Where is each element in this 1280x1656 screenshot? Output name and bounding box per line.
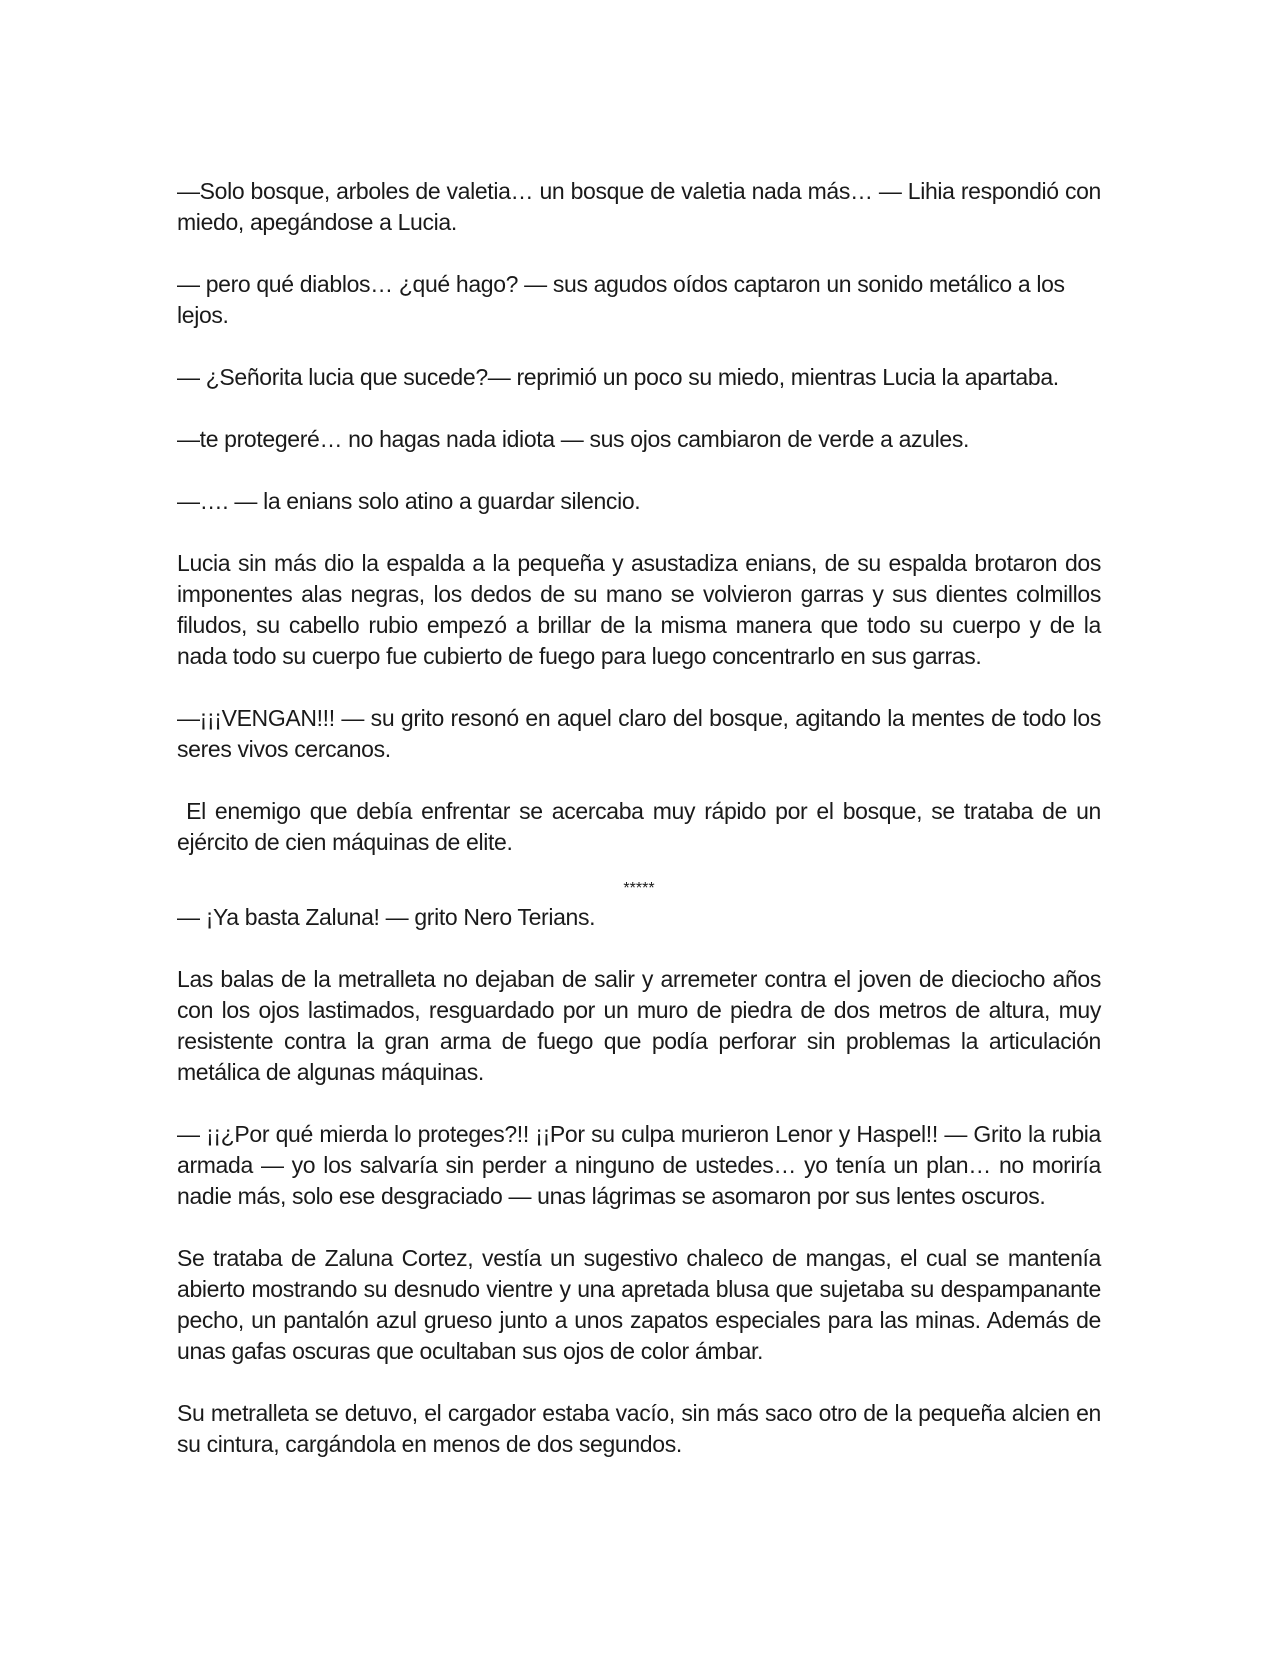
paragraph-11: — ¡¡¿Por qué mierda lo proteges?!! ¡¡Por su culpa murieron Lenor y Haspel!! — Grito la rubia armada — yo los salvaría sin perder a ninguno de ustedes… yo tenía un plan… no moriría nadie más, solo ese desgraciado — unas lágrimas se asomaron por sus lentes oscuros.: [177, 1121, 1101, 1209]
paragraph-1: —Solo bosque, arboles de valetia… un bosque de valetia nada más… — Lihia respondió con miedo, apegándose a Lucia.: [177, 178, 1101, 235]
paragraph-13: Su metralleta se detuvo, el cargador estaba vacío, sin más saco otro de la pequeña alcien en su cintura, cargándola en menos de dos segundos.: [177, 1400, 1101, 1457]
paragraph-9: — ¡Ya basta Zaluna! — grito Nero Terians.: [177, 904, 596, 930]
document-page: [177, 176, 1108, 1491]
paragraph-12: Se trataba de Zaluna Cortez, vestía un sugestivo chaleco de mangas, el cual se mantenía abierto mostrando su desnudo vientre y una apretada blusa que sujetaba su despampanante pecho, un pantalón azul grueso junto a unos zapatos especiales para las minas. Además de unas gafas oscuras que ocultaban sus ojos de color ámbar.: [177, 1245, 1101, 1364]
paragraph-8: El enemigo que debía enfrentar se acercaba muy rápido por el bosque, se trataba de un ejército de cien máquinas de elite.: [177, 798, 1108, 855]
scene-separator: *****: [623, 880, 655, 897]
paragraph-6: Lucia sin más dio la espalda a la pequeña y asustadiza enians, de su espalda brotaron dos imponentes alas negras, los dedos de su mano se volvieron garras y sus dientes colmillos filudos, su cabello rubio empezó a brillar de la misma manera que todo su cuerpo y de la nada todo su cuerpo fue cubierto de fuego para luego concentrarlo en sus garras.: [177, 550, 1101, 669]
paragraph-5: —…. — la enians solo atino a guardar silencio.: [177, 488, 641, 514]
paragraph-7: —¡¡¡VENGAN!!! — su grito resonó en aquel claro del bosque, agitando la mentes de todo los seres vivos cercanos.: [177, 705, 1101, 762]
paragraph-2: — pero qué diablos… ¿qué hago? — sus agudos oídos captaron un sonido metálico a los lejos.: [177, 271, 1065, 328]
paragraph-10: Las balas de la metralleta no dejaban de salir y arremeter contra el joven de dieciocho años con los ojos lastimados, resguardado por un muro de piedra de dos metros de altura, muy resistente contra la gran arma de fuego que podía perforar sin problemas la articulación metálica de algunas máquinas.: [177, 966, 1101, 1085]
paragraph-4: —te protegeré… no hagas nada idiota — sus ojos cambiaron de verde a azules.: [177, 426, 970, 452]
paragraph-3: — ¿Señorita lucia que sucede?— reprimió un poco su miedo, mientras Lucia la apartaba.: [177, 364, 1059, 390]
